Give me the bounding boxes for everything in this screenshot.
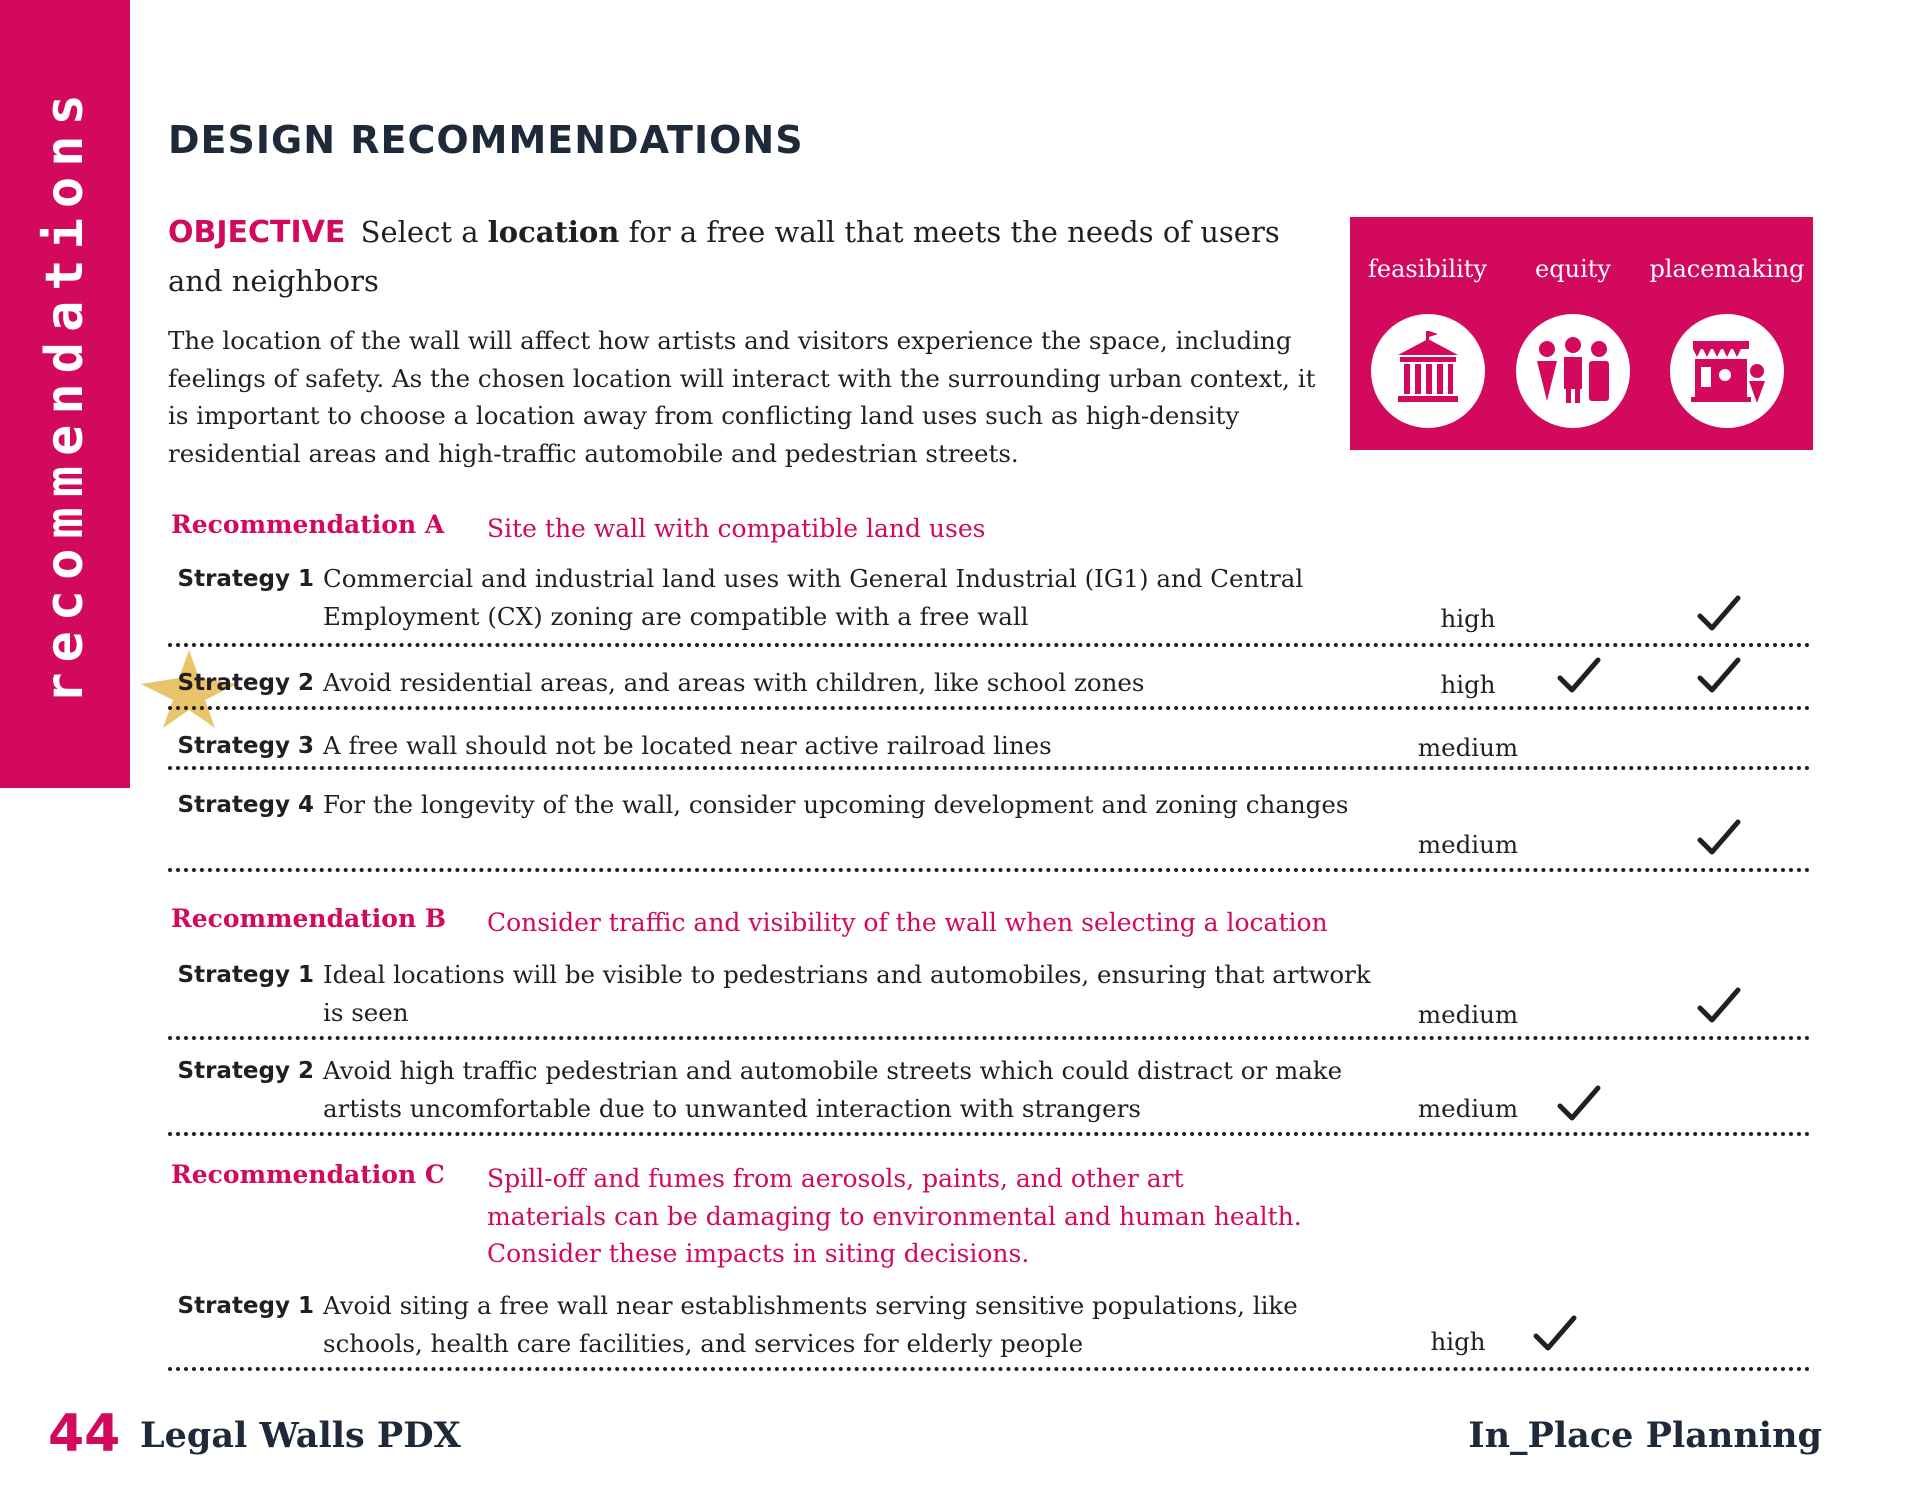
criterion-label: placemaking — [1649, 255, 1805, 283]
strategy-label: Strategy 1 — [177, 566, 314, 592]
people-group-icon — [1516, 314, 1630, 428]
placemaking-check-icon — [1696, 594, 1742, 634]
building-columns-icon — [1371, 314, 1485, 428]
strategy-label: Strategy 4 — [177, 792, 314, 818]
recommendation-title: Spill-off and fumes from aerosols, paints, and other art materials can be damaging to environmental and human health. Consider these impacts in siting decisions. — [487, 1164, 1302, 1268]
footer-document-title: Legal Walls PDX — [140, 1415, 461, 1456]
feasibility-rating: medium — [1417, 733, 1519, 762]
objective-text-after: for a free wall that meets the needs of users and neighbors — [168, 215, 1280, 298]
page-number: 44 — [48, 1404, 121, 1464]
equity-check-icon — [1532, 1314, 1578, 1354]
row-divider — [168, 1367, 1811, 1371]
recommendation-title: Site the wall with compatible land uses — [487, 514, 986, 543]
criterion-label: feasibility — [1368, 255, 1487, 283]
strategy-label: Strategy 3 — [177, 733, 314, 759]
strategy-text: Avoid high traffic pedestrian and automobile streets which could distract or make artists uncomfortable due to unwanted interaction with strangers — [323, 1056, 1343, 1123]
criterion-equity — [1505, 217, 1641, 283]
criterion-placemaking — [1641, 217, 1813, 283]
objective-keyword: OBJECTIVE — [168, 215, 346, 250]
feasibility-rating: medium — [1417, 1000, 1519, 1029]
storefront-icon — [1670, 314, 1784, 428]
side-tab — [0, 0, 130, 788]
recommendation-label: Recommendation B — [171, 904, 446, 933]
page-title: DESIGN RECOMMENDATIONS — [168, 118, 804, 162]
row-divider — [168, 643, 1811, 647]
footer-author: In_Place Planning — [1468, 1415, 1822, 1456]
strategy-text: Avoid residential areas, and areas with children, like school zones — [323, 668, 1145, 697]
feasibility-rating: high — [1440, 604, 1496, 633]
criterion-feasibility — [1350, 217, 1505, 283]
row-divider — [168, 868, 1811, 872]
equity-check-icon — [1556, 656, 1602, 696]
placemaking-check-icon — [1696, 656, 1742, 696]
recommendation-label: Recommendation C — [171, 1160, 445, 1189]
objective-text-before: Select a — [360, 215, 479, 249]
recommendation-title: Consider traffic and visibility of the wall when selecting a location — [487, 908, 1328, 937]
strategy-label: Strategy 2 — [177, 670, 314, 696]
strategy-text: Avoid siting a free wall near establishments serving sensitive populations, like schools, health care facilities, and services for elderly people — [323, 1291, 1298, 1358]
strategy-text: Ideal locations will be visible to pedestrians and automobiles, ensuring that artwork is seen — [323, 960, 1371, 1027]
strategy-label: Strategy 1 — [177, 1293, 314, 1319]
strategy-text: For the longevity of the wall, consider upcoming development and zoning changes — [323, 790, 1349, 819]
row-divider — [168, 1132, 1811, 1136]
row-divider — [168, 706, 1811, 710]
row-divider — [168, 766, 1811, 770]
feasibility-rating: medium — [1417, 830, 1519, 859]
placemaking-check-icon — [1696, 818, 1742, 858]
feasibility-rating: medium — [1417, 1094, 1519, 1123]
placemaking-check-icon — [1696, 986, 1742, 1026]
feasibility-rating: high — [1430, 1327, 1486, 1356]
side-tab-label: recommendations — [35, 84, 95, 704]
strategy-text: Commercial and industrial land uses with General Industrial (IG1) and Central Employment (CX) zoning are compatible with a free wall — [323, 564, 1304, 631]
strategy-text: A free wall should not be located near active railroad lines — [323, 731, 1052, 760]
feasibility-rating: high — [1440, 670, 1496, 699]
row-divider — [168, 1036, 1811, 1040]
criterion-label: equity — [1535, 255, 1611, 283]
objective — [168, 208, 1338, 305]
equity-check-icon — [1556, 1084, 1602, 1124]
strategy-label: Strategy 2 — [177, 1058, 314, 1084]
strategy-label: Strategy 1 — [177, 962, 314, 988]
objective-text-bold: location — [487, 215, 620, 249]
intro-paragraph: The location of the wall will affect how artists and visitors experience the space, including feelings of safety. As the chosen location will interact with the surrounding urban context, it is important to choose a location away from conflicting land uses such as high-density residential areas and high-traffic automobile and pedestrian streets. — [168, 326, 1316, 468]
recommendation-label: Recommendation A — [171, 510, 445, 539]
criteria-legend — [1350, 217, 1813, 450]
